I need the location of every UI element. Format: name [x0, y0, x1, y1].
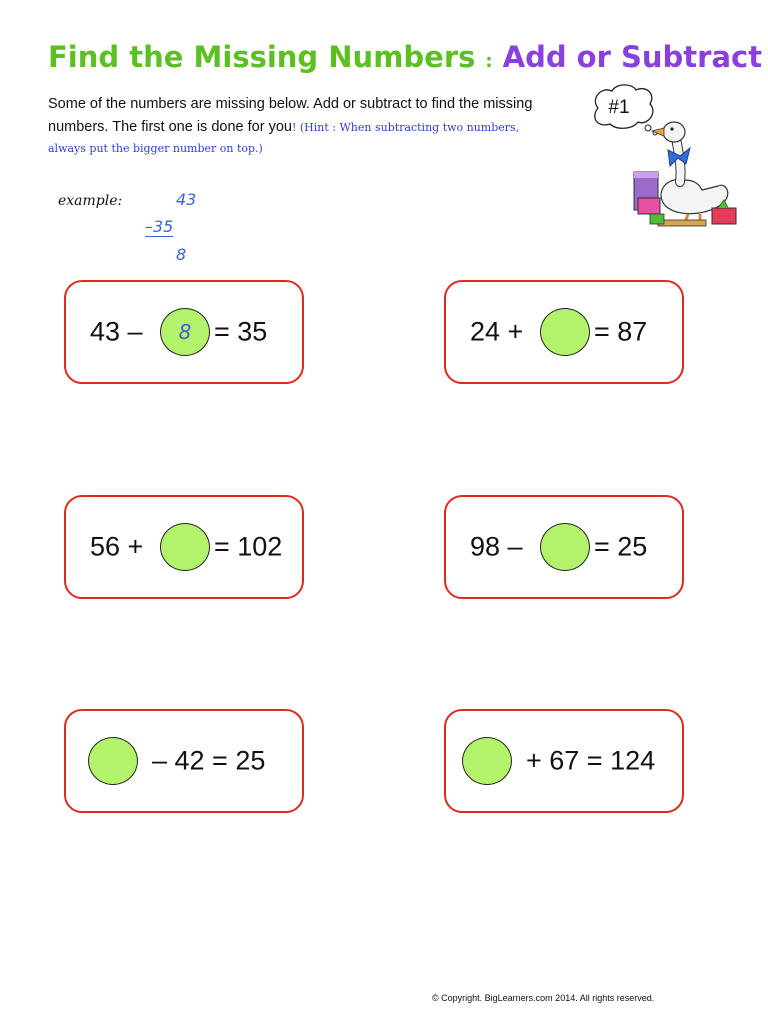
hint-line-2: always put the bigger number on top.): [48, 142, 263, 155]
problem-box-2: [444, 280, 684, 384]
answer-circle-6[interactable]: [462, 737, 512, 785]
problem-1-left: 43 –: [90, 316, 143, 347]
problem-box-3: [64, 495, 304, 599]
instructions: [48, 93, 608, 159]
problem-4-right: = 25: [594, 531, 648, 562]
problem-2-left: 24 +: [470, 316, 524, 347]
instructions-line-1: Some of the numbers are missing below. Add or subtract to find the missing: [48, 96, 533, 112]
page-title: [48, 40, 762, 74]
problem-3-left: 56 +: [90, 531, 144, 562]
problem-1-right: = 35: [214, 316, 268, 347]
problem-box-4: [444, 495, 684, 599]
instructions-line-2: numbers. The first one is done for you: [48, 119, 292, 135]
problem-box-6: [444, 709, 684, 813]
copyright-footer: © Copyright. BigLearners.com 2014. All rights reserved.: [432, 993, 655, 1003]
example-label: example:: [58, 193, 123, 209]
problem-box-1: [64, 280, 304, 384]
title-part-1: Find the Missing Numbers: [48, 40, 476, 74]
example-top-number: 43: [176, 190, 197, 209]
hint-line-1: ! (Hint : When subtracting two numbers,: [291, 121, 520, 134]
answer-circle-3[interactable]: [160, 523, 210, 571]
answer-circle-1[interactable]: 8: [160, 308, 210, 356]
answer-circle-4[interactable]: [540, 523, 590, 571]
problem-5-right: – 42 = 25: [152, 745, 266, 776]
problem-3-right: = 102: [214, 531, 283, 562]
answer-circle-2[interactable]: [540, 308, 590, 356]
worksheet-number: #1: [608, 97, 630, 118]
example-result: 8: [176, 245, 187, 264]
problem-2-right: = 87: [594, 316, 648, 347]
problem-box-5: [64, 709, 304, 813]
problem-4-left: 98 –: [470, 531, 523, 562]
goose-with-gifts-icon: [628, 110, 740, 230]
example-subtrahend: –35: [145, 217, 174, 236]
problem-6-right: + 67 = 124: [526, 745, 656, 776]
title-part-2: Add or Subtract: [502, 40, 763, 74]
answer-circle-5[interactable]: [88, 737, 138, 785]
title-separator: :: [485, 51, 493, 72]
